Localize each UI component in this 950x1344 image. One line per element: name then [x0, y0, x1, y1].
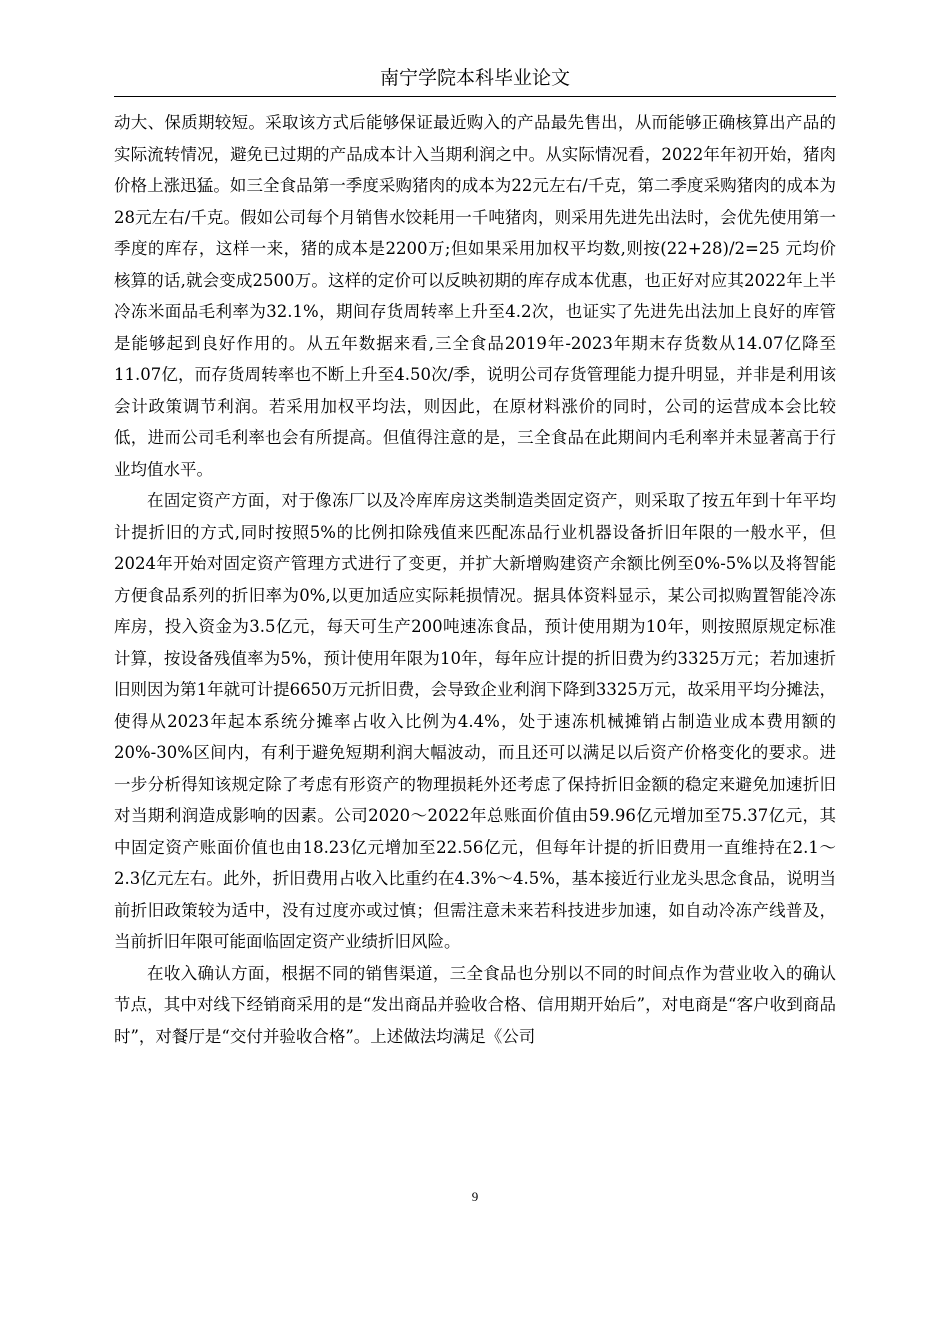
body-text [114, 107, 836, 1052]
paragraph-inventory-valuation: 动大、保质期较短。采取该方式后能够保证最近购入的产品最先售出，从而能够正确核算出产品的实际流转情况，避免已过期的产品成本计入当期利润之中。从实际情况看，2022年年初开始，猪肉价格上涨迅猛。如三全食品第一季度采购猪肉的成本为22元左右/千克，第二季度采购猪肉的成本为28元左右/千克。假如公司每个月销售水饺耗用一千吨猪肉，则采用先进先出法时，会优先使用第一季度的库存，这样一来，猪的成本是2200万;但如果采用加权平均数,则按(22+28)/2=25 元均价核算的话,就会变成2500万。这样的定价可以反映初期的库存成本优惠，也正好对应其2022年上半冷冻米面品毛利率为32.1%，期间存货周转率上升至4.2次，也证实了先进先出法加上良好的库管是能够起到良好作用的。从五年数据来看,三全食品2019年-2023年期末存货数从14.07亿降至11.07亿，而存货周转率也不断上升至4.50次/季，说明公司存货管理能力提升明显，并非是利用该会计政策调节利润。若采用加权平均法，则因此，在原材料涨价的同时，公司的运营成本会比较低，进而公司毛利率也会有所提高。但值得注意的是，三全食品在此期间内毛利率并未显著高于行业均值水平。 [114, 113, 836, 479]
paragraph-revenue-recognition: 在收入确认方面，根据不同的销售渠道，三全食品也分别以不同的时间点作为营业收入的确认节点，其中对线下经销商采用的是“发出商品并验收合格、信用期开始后”，对电商是“客户收到商品时”，对餐厅是“交付并验收合格”。上述做法均满足《公司 [114, 963, 836, 1046]
page-header-title: 南宁学院本科毕业论文 [379, 67, 570, 89]
paragraph-fixed-assets: 在固定资产方面，对于像冻厂以及冷库库房这类制造类固定资产，则采取了按五年到十年平均计提折旧的方式,同时按照5%的比例扣除残值来匹配冻品行业机器设备折旧年限的一般水平，但2024年开始对固定资产管理方式进行了变更，并扩大新增购建资产余额比例至0%-5%以及将智能方便食品系列的折旧率为0%,以更加适应实际耗损情况。据具体资料显示，某公司拟购置智能冷冻库房，投入资金为3.5亿元，每天可生产200吨速冻食品，预计使用期为10年，则按照原规定标准计算，按设备残值率为5%，预计使用年限为10年，每年应计提的折旧费为约3325万元；若加速折旧则因为第1年就可计提6650万元折旧费，会导致企业利润下降到3325万元，故采用平均分摊法，使得从2023年起本系统分摊率占收入比例为4.4%，处于速冻机械摊销占制造业成本费用额的20%-30%区间内，有利于避免短期利润大幅波动，而且还可以满足以后资产价格变化的要求。进一步分析得知该规定除了考虑有形资产的物理损耗外还考虑了保持折旧金额的稳定来避免加速折旧对当期利润造成影响的因素。公司2020～2022年总账面价值由59.96亿元增加至75.37亿元，其中固定资产账面价值也由18.23亿元增加至22.56亿元，但每年计提的折旧费用一直维持在2.1～2.3亿元左右。此外，折旧费用占收入比重约在4.3%～4.5%，基本接近行业龙头思念食品，说明当前折旧政策较为适中，没有过度亦或过慎；但需注意未来若科技进步加速，如自动冷冻产线普及，当前折旧年限可能面临固定资产业绩折旧风险。 [114, 491, 836, 951]
header-divider [114, 96, 836, 97]
page-number: 9 [471, 1189, 479, 1204]
